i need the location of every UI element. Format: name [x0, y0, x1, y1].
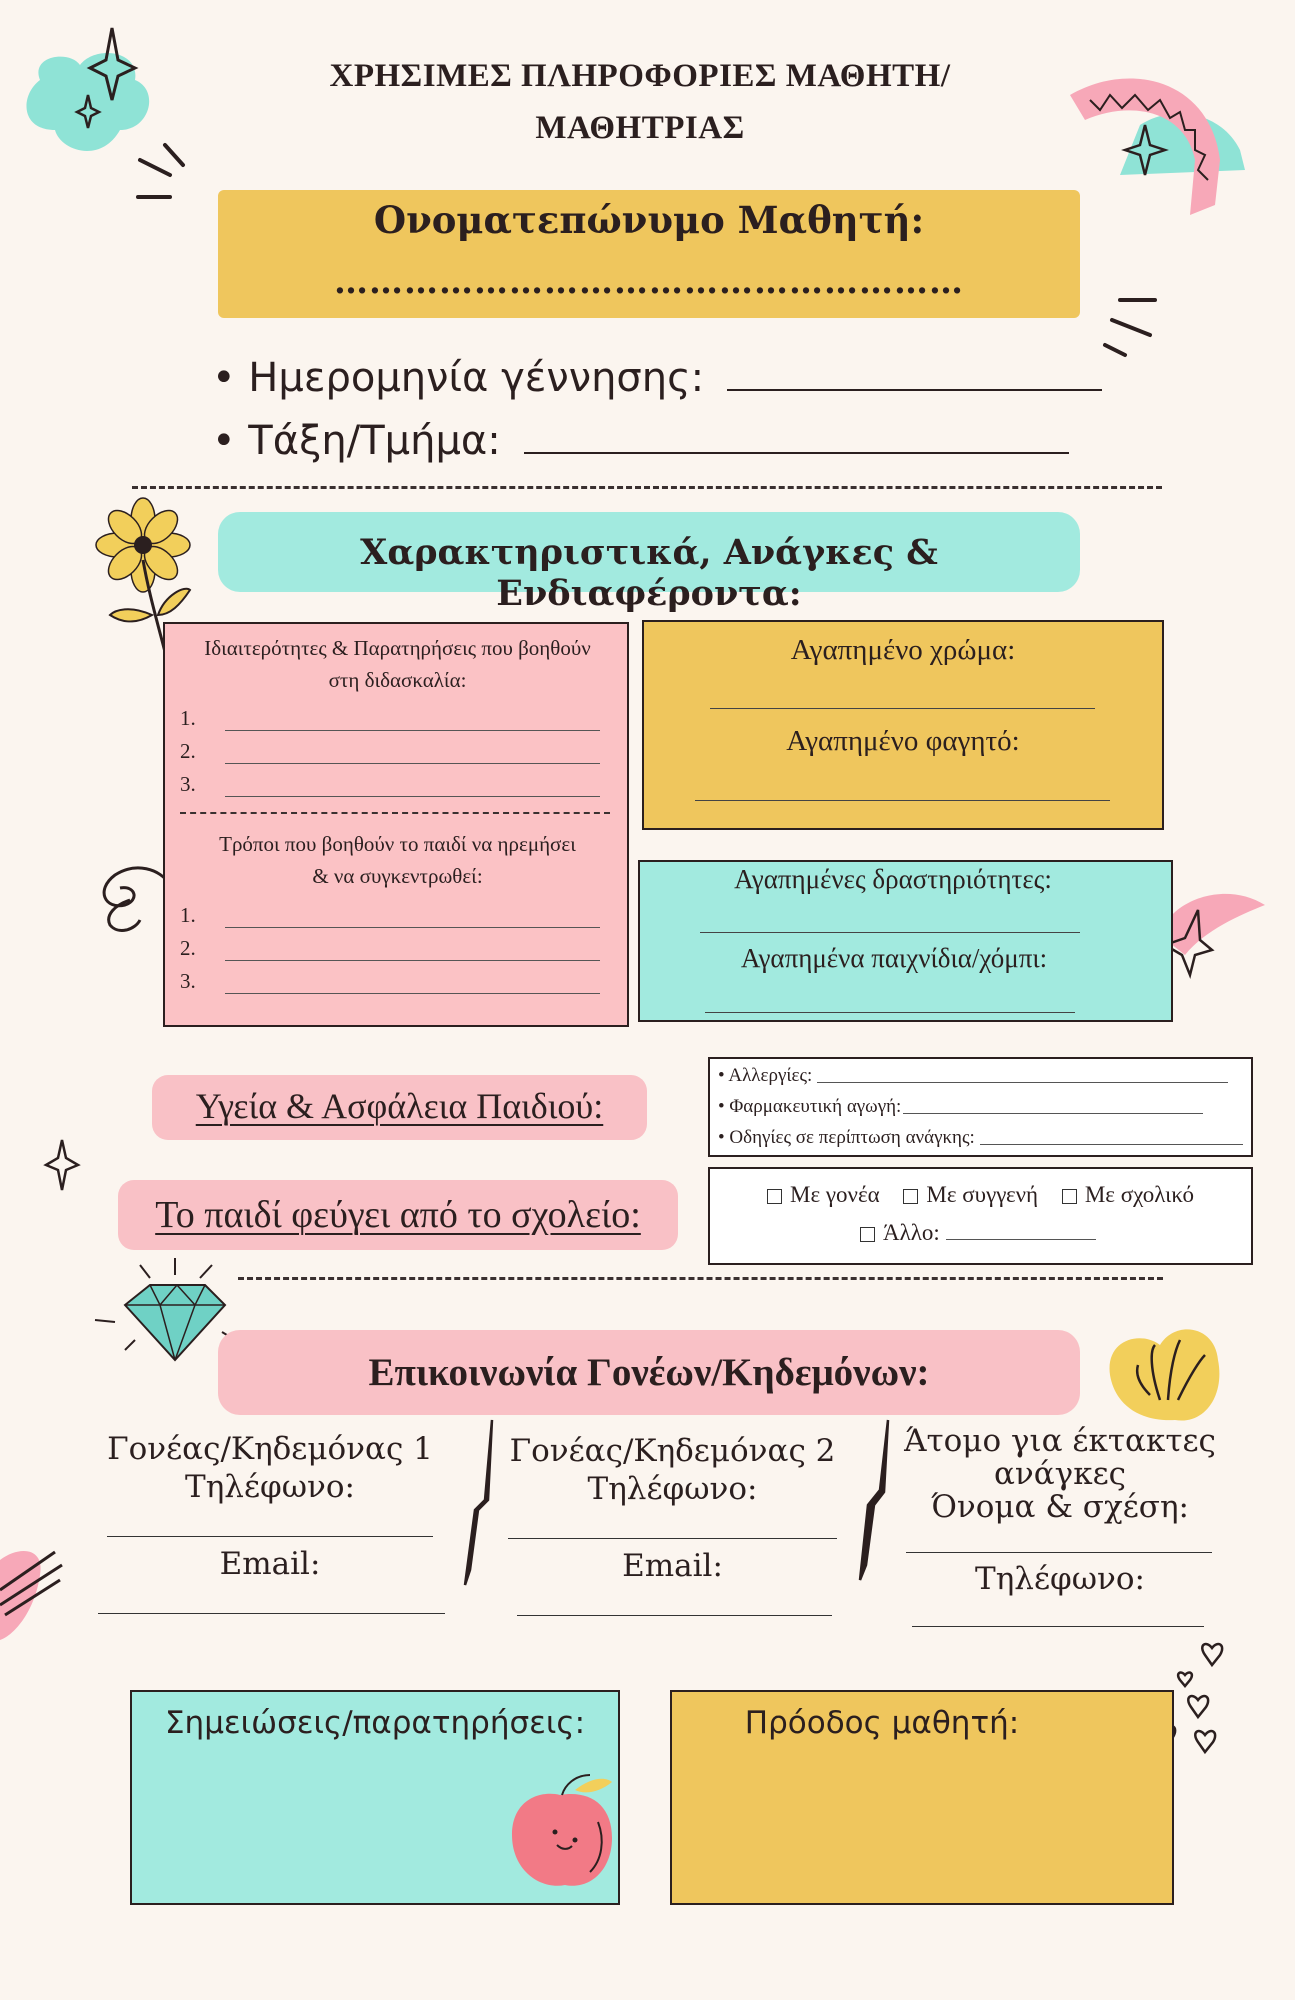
lightning-divider-icon-2	[860, 1420, 888, 1580]
teaching-notes-heading: Ιδιαιτερότητες & Παρατηρήσεις που βοηθούν στη διδασκαλία:	[204, 636, 591, 692]
emergency-title-line2: ανάγκες	[993, 1456, 1127, 1492]
list-number: 2.	[180, 739, 196, 763]
class-field[interactable]	[524, 452, 1069, 454]
teal-cloud-sparkle-icon	[26, 28, 149, 151]
list-item	[180, 961, 600, 994]
contacts-heading: Επικοινωνία Γονέων/Κηδεμόνων:	[368, 1351, 930, 1394]
list-number: 3.	[180, 969, 196, 993]
class-label: • Τάξη/Τμήμα:	[212, 418, 501, 464]
page-title-line2: ΜΑΘΗΤΡΙΑΣ	[535, 110, 745, 146]
calm-methods-heading: Τρόποι που βοηθούν το παιδί να ηρεμήσει & να συγκεντρωθεί:	[219, 832, 576, 888]
notes-label: Σημειώσεις/παρατηρήσεις:	[164, 1705, 586, 1741]
parent2-email-field[interactable]	[517, 1615, 832, 1616]
favorite-activities-label: Αγαπημένες δραστηριότητες:	[734, 864, 1052, 894]
teaching-notes-list	[180, 698, 600, 797]
parent1-phone-label: Τηλέφωνο:	[185, 1469, 355, 1505]
diamond-icon	[95, 1258, 235, 1360]
pink-stripes-icon	[0, 1551, 62, 1640]
list-input[interactable]	[225, 710, 600, 731]
allergies-row	[718, 1060, 1248, 1091]
parent1-block	[95, 1430, 445, 1614]
checkbox-icon[interactable]	[767, 1189, 782, 1204]
emergency-phone-field[interactable]	[912, 1626, 1204, 1627]
option-parent[interactable]	[767, 1182, 880, 1207]
medication-row	[718, 1091, 1248, 1122]
progress-label: Πρόοδος μαθητή:	[744, 1705, 1020, 1741]
favorite-toys-field[interactable]	[705, 1012, 1075, 1013]
list-number: 1.	[180, 706, 196, 730]
student-name-label: Ονοματεπώνυμο Μαθητή:	[373, 198, 925, 242]
list-input[interactable]	[225, 973, 600, 994]
checkbox-icon[interactable]	[860, 1227, 875, 1242]
medication-label: • Φαρμακευτική αγωγή:	[718, 1096, 902, 1117]
class-row	[212, 418, 1069, 464]
emergency-contact-block	[900, 1425, 1220, 1627]
emergency-name-field[interactable]	[906, 1552, 1212, 1553]
other-field[interactable]	[946, 1239, 1096, 1240]
divider-2	[238, 1277, 1163, 1280]
list-number: 2.	[180, 936, 196, 960]
list-number: 1.	[180, 903, 196, 927]
option-bus[interactable]	[1062, 1182, 1194, 1207]
list-input[interactable]	[225, 940, 600, 961]
birthdate-row	[212, 355, 1102, 401]
traits-heading: Χαρακτηριστικά, Ανάγκες & Ενδιαφέροντα:	[360, 532, 938, 614]
parent2-block	[505, 1432, 840, 1616]
motion-lines-icon	[138, 145, 183, 197]
favorite-activities-field[interactable]	[700, 932, 1080, 933]
parent2-phone-field[interactable]	[508, 1538, 837, 1539]
divider-1	[132, 486, 1162, 489]
health-lines	[718, 1060, 1248, 1153]
favorite-food-label: Αγαπημένο φαγητό:	[786, 725, 1020, 757]
leaving-heading: Το παιδί φεύγει από το σχολείο:	[155, 1194, 641, 1236]
option-relative-label: Με συγγενή	[926, 1182, 1039, 1207]
emergency-phone-label: Τηλέφωνο:	[975, 1561, 1145, 1597]
checkbox-icon[interactable]	[1062, 1189, 1077, 1204]
list-number: 3.	[180, 772, 196, 796]
list-item	[180, 764, 600, 797]
favorite-toys-label: Αγαπημένα παιχνίδια/χόμπι:	[740, 943, 1048, 973]
parent2-title: Γονέας/Κηδεμόνας 2	[509, 1433, 836, 1469]
list-item	[180, 731, 600, 764]
leaving-other-row	[860, 1220, 1096, 1246]
parent1-phone-field[interactable]	[107, 1536, 433, 1537]
emergency-name-label: Όνομα & σχέση:	[931, 1489, 1189, 1525]
apple-overlay	[500, 1760, 620, 1900]
medication-field[interactable]	[903, 1091, 1203, 1114]
inner-divider	[180, 812, 610, 814]
page-title	[230, 50, 1050, 154]
emergency-instructions-label: • Οδηγίες σε περίπτωση ανάγκης:	[718, 1127, 975, 1148]
option-parent-label: Με γονέα	[790, 1182, 880, 1207]
yellow-leaf-scribble-icon	[1110, 1329, 1220, 1420]
health-heading: Υγεία & Ασφάλεια Παιδιού:	[195, 1086, 604, 1126]
allergies-label: • Αλλεργίες:	[718, 1065, 813, 1086]
parent2-phone-label: Τηλέφωνο:	[587, 1471, 758, 1507]
list-item	[180, 928, 600, 961]
parent1-title: Γονέας/Κηδεμόνας 1	[107, 1431, 433, 1467]
favorite-food-field[interactable]	[695, 800, 1110, 801]
list-input[interactable]	[225, 743, 600, 764]
list-input[interactable]	[225, 907, 600, 928]
student-name-field[interactable]: ………………………………………………	[334, 262, 964, 302]
lightning-divider-icon	[465, 1420, 492, 1585]
list-item	[180, 895, 600, 928]
list-item	[180, 698, 600, 731]
birthdate-label: • Ημερομηνία γέννησης:	[212, 355, 705, 401]
apple-body-icon	[512, 1794, 612, 1886]
checkbox-icon[interactable]	[903, 1189, 918, 1204]
option-bus-label: Με σχολικό	[1084, 1182, 1194, 1207]
leaving-options-row	[708, 1182, 1253, 1208]
emergency-title-line1: Άτομο για έκτακτες	[904, 1423, 1216, 1459]
sparkle-icon	[46, 1140, 78, 1190]
other-label: Άλλο:	[883, 1220, 940, 1245]
parent2-email-label: Email:	[622, 1548, 723, 1584]
parent1-email-field[interactable]	[98, 1613, 445, 1614]
calm-methods-list	[180, 895, 600, 994]
birthdate-field[interactable]	[727, 389, 1102, 391]
swirl-icon	[104, 868, 170, 930]
page-title-line1: ΧΡΗΣΙΜΕΣ ΠΛΗΡΟΦΟΡΙΕΣ ΜΑΘΗΤΗ/	[329, 58, 951, 94]
pink-blob-sparkle-icon	[1160, 894, 1265, 975]
pink-arc-sparkle-icon	[1070, 78, 1245, 215]
emergency-instructions-field[interactable]	[980, 1122, 1243, 1145]
list-input[interactable]	[225, 776, 600, 797]
parent1-email-label: Email:	[219, 1546, 321, 1582]
emergency-instructions-row	[718, 1122, 1248, 1153]
motion-lines-right-icon	[1105, 300, 1155, 355]
option-relative[interactable]	[903, 1182, 1038, 1207]
favorite-color-field[interactable]	[710, 708, 1095, 709]
favorite-color-label: Αγαπημένο χρώμα:	[790, 634, 1016, 666]
allergies-field[interactable]	[817, 1060, 1228, 1083]
